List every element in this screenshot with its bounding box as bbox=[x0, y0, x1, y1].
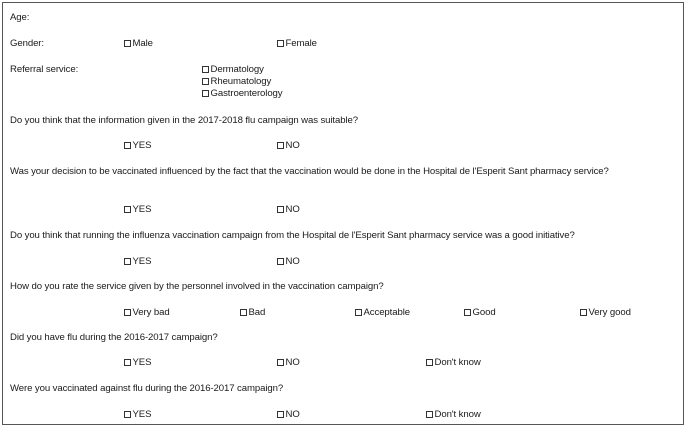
q4-option-very-bad[interactable] bbox=[124, 307, 170, 318]
q4-option-bad[interactable] bbox=[240, 307, 265, 318]
option-label: YES bbox=[132, 140, 152, 151]
checkbox-icon[interactable] bbox=[580, 309, 587, 316]
referral-option-dermatology[interactable] bbox=[202, 64, 264, 75]
q4-option-good[interactable] bbox=[464, 307, 496, 318]
checkbox-icon[interactable] bbox=[355, 309, 362, 316]
option-label: Don't know bbox=[434, 357, 481, 368]
checkbox-icon[interactable] bbox=[202, 90, 209, 97]
option-label: Female bbox=[285, 38, 317, 49]
checkbox-icon[interactable] bbox=[277, 206, 284, 213]
checkbox-icon[interactable] bbox=[464, 309, 471, 316]
question-6-text: Were you vaccinated against flu during the 2016-2017 campaign? bbox=[10, 383, 284, 394]
q5-option-no[interactable] bbox=[277, 357, 300, 368]
option-label: Dermatology bbox=[210, 64, 264, 75]
option-label: YES bbox=[132, 256, 152, 267]
question-5-text: Did you have flu during the 2016-2017 campaign? bbox=[10, 332, 218, 343]
q4-option-very-good[interactable] bbox=[580, 307, 631, 318]
checkbox-icon[interactable] bbox=[277, 40, 284, 47]
question-4-text: How do you rate the service given by the personnel involved in the vaccination campaign? bbox=[10, 281, 384, 292]
checkbox-icon[interactable] bbox=[240, 309, 247, 316]
gender-option-male[interactable] bbox=[124, 38, 153, 49]
checkbox-icon[interactable] bbox=[426, 359, 433, 366]
checkbox-icon[interactable] bbox=[124, 258, 131, 265]
option-label: Bad bbox=[248, 307, 266, 318]
q5-option-yes[interactable] bbox=[124, 357, 151, 368]
option-label: NO bbox=[285, 409, 300, 420]
option-label: Acceptable bbox=[363, 307, 410, 318]
checkbox-icon[interactable] bbox=[277, 258, 284, 265]
q3-option-no[interactable] bbox=[277, 256, 300, 267]
checkbox-icon[interactable] bbox=[202, 78, 209, 85]
q4-option-acceptable[interactable] bbox=[355, 307, 410, 318]
checkbox-icon[interactable] bbox=[124, 142, 131, 149]
checkbox-icon[interactable] bbox=[124, 206, 131, 213]
q6-option-dont-know[interactable] bbox=[426, 409, 481, 420]
gender-option-female[interactable] bbox=[277, 38, 317, 49]
option-label: Good bbox=[472, 307, 496, 318]
checkbox-icon[interactable] bbox=[277, 142, 284, 149]
checkbox-icon[interactable] bbox=[277, 411, 284, 418]
referral-option-gastroenterology[interactable] bbox=[202, 88, 283, 99]
option-label: Very good bbox=[588, 307, 631, 318]
option-label: NO bbox=[285, 357, 300, 368]
referral-option-rheumatology[interactable] bbox=[202, 76, 271, 87]
age-label: Age: bbox=[10, 12, 30, 23]
referral-service-label: Referral service: bbox=[10, 64, 79, 75]
gender-label: Gender: bbox=[10, 38, 44, 49]
checkbox-icon[interactable] bbox=[277, 359, 284, 366]
option-label: YES bbox=[132, 204, 152, 215]
q1-option-no[interactable] bbox=[277, 140, 300, 151]
option-label: NO bbox=[285, 256, 300, 267]
checkbox-icon[interactable] bbox=[124, 411, 131, 418]
checkbox-icon[interactable] bbox=[202, 66, 209, 73]
checkbox-icon[interactable] bbox=[124, 309, 131, 316]
q2-option-no[interactable] bbox=[277, 204, 300, 215]
q2-option-yes[interactable] bbox=[124, 204, 151, 215]
q6-option-no[interactable] bbox=[277, 409, 300, 420]
q1-option-yes[interactable] bbox=[124, 140, 151, 151]
option-label: YES bbox=[132, 409, 152, 420]
option-label: Male bbox=[132, 38, 153, 49]
checkbox-icon[interactable] bbox=[124, 40, 131, 47]
q5-option-dont-know[interactable] bbox=[426, 357, 481, 368]
option-label: YES bbox=[132, 357, 152, 368]
option-label: NO bbox=[285, 204, 300, 215]
option-label: Gastroenterology bbox=[210, 88, 283, 99]
question-2-text: Was your decision to be vaccinated influenced by the fact that the vaccination would be done in the Hospital de l'Esperit Sant pharmacy service? bbox=[10, 166, 609, 177]
option-label: Don't know bbox=[434, 409, 481, 420]
survey-form bbox=[2, 2, 684, 425]
question-1-text: Do you think that the information given in the 2017-2018 flu campaign was suitable? bbox=[10, 115, 358, 126]
question-3-text: Do you think that running the influenza vaccination campaign from the Hospital de l'Esperit Sant pharmacy service was a good initiative? bbox=[10, 230, 575, 241]
q6-option-yes[interactable] bbox=[124, 409, 151, 420]
checkbox-icon[interactable] bbox=[426, 411, 433, 418]
option-label: Very bad bbox=[132, 307, 170, 318]
checkbox-icon[interactable] bbox=[124, 359, 131, 366]
q3-option-yes[interactable] bbox=[124, 256, 151, 267]
option-label: Rheumatology bbox=[210, 76, 272, 87]
option-label: NO bbox=[285, 140, 300, 151]
